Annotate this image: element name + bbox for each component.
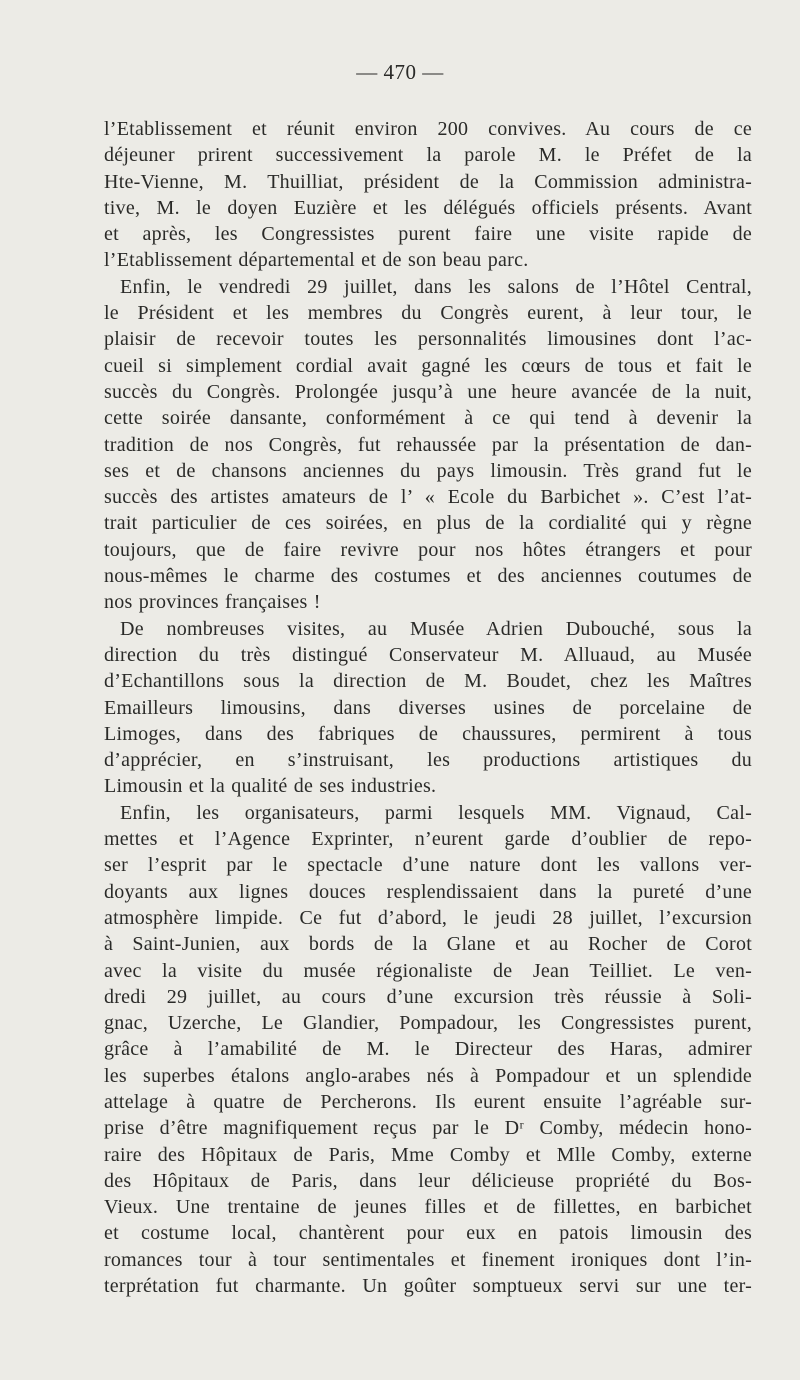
text-line: nos provinces françaises ! — [104, 591, 321, 614]
text-line: mettes et l’Agence Exprinter, n’eurent garde d’oublier de repo- — [104, 828, 752, 851]
text-line: prise d’être magnifiquement reçus par le Dʳ Comby, médecin hono- — [104, 1117, 752, 1140]
text-line: succès des artistes amateurs de l’ « Ecole du Barbichet ». C’est l’at- — [104, 486, 752, 509]
text-line: Limoges, dans des fabriques de chaussures, permirent à tous — [104, 722, 752, 745]
text-line: atmosphère limpide. Ce fut d’abord, le jeudi 28 juillet, l’excursion — [104, 906, 752, 929]
text-line: gnac, Uzerche, Le Glandier, Pompadour, les Congressistes purent, — [104, 1012, 752, 1035]
text-line: succès du Congrès. Prolongée jusqu’à une heure avancée de la nuit, — [104, 380, 752, 403]
text-line: d’Echantillons sous la direction de M. Boudet, chez les Maîtres — [104, 670, 752, 693]
text-line: l’Etablissement et réunit environ 200 convives. Au cours de ce — [104, 118, 752, 140]
text-line: ser l’esprit par le spectacle d’une nature dont les vallons ver- — [104, 854, 752, 877]
text-line: avec la visite du musée régionaliste de Jean Teilliet. Le ven- — [104, 959, 752, 982]
text-line: trait particulier de ces soirées, en plus de la cordialité qui y règne — [104, 512, 752, 535]
text-line: doyants aux lignes douces resplendissaient dans la pureté d’une — [104, 880, 752, 903]
text-line: ses et de chansons anciennes du pays limousin. Très grand fut le — [104, 459, 752, 482]
text-line: nous-mêmes le charme des costumes et des anciennes coutumes de — [104, 565, 752, 588]
text-line: et costume local, chantèrent pour eux en patois limousin des — [104, 1222, 752, 1245]
body-text — [104, 116, 752, 1299]
text-line: des Hôpitaux de Paris, dans leur délicieuse propriété du Bos- — [104, 1169, 752, 1192]
text-line: Vieux. Une trentaine de jeunes filles et de fillettes, en barbichet — [104, 1196, 752, 1219]
text-line: romances tour à tour sentimentales et finement ironiques dont l’in- — [104, 1248, 752, 1271]
text-line: cette soirée dansante, conformément à ce qui tend à devenir la — [104, 407, 752, 430]
text-line: raire des Hôpitaux de Paris, Mme Comby et Mlle Comby, externe — [104, 1143, 752, 1166]
text-line: Hte-Vienne, M. Thuilliat, président de la Commission administra- — [104, 170, 752, 193]
text-line: Enfin, les organisateurs, parmi lesquels MM. Vignaud, Cal- — [120, 801, 752, 824]
text-line: terprétation fut charmante. Un goûter somptueux servi sur une ter- — [104, 1275, 752, 1298]
page-number: — 470 — — [356, 60, 444, 84]
text-line: déjeuner prirent successivement la parole M. le Préfet de la — [104, 144, 752, 167]
text-line: attelage à quatre de Percherons. Ils eurent ensuite l’agréable sur- — [104, 1090, 752, 1113]
text-line: grâce à l’amabilité de M. le Directeur des Haras, admirer — [104, 1038, 752, 1061]
text-line: et après, les Congressistes purent faire une visite rapide de — [104, 223, 752, 246]
text-line: tradition de nos Congrès, fut rehaussée par la présentation de dan- — [104, 433, 752, 456]
text-line: tive, M. le doyen Euzière et les délégués officiels présents. Avant — [104, 196, 752, 219]
text-line: l’Etablissement départemental et de son beau parc. — [104, 249, 529, 272]
text-line: à Saint-Junien, aux bords de la Glane et au Rocher de Corot — [104, 933, 752, 956]
text-line: De nombreuses visites, au Musée Adrien Dubouché, sous la — [120, 617, 752, 640]
text-line: Limousin et la qualité de ses industries. — [104, 775, 437, 798]
text-line: d’apprécier, en s’instruisant, les productions artistiques du — [104, 749, 752, 772]
text-line: Enfin, le vendredi 29 juillet, dans les salons de l’Hôtel Central, — [120, 275, 752, 298]
text-line: toujours, que de faire revivre pour nos hôtes étrangers et pour — [104, 538, 752, 561]
text-line: cueil si simplement cordial avait gagné les cœurs de tous et fait le — [104, 354, 752, 377]
text-line: Emailleurs limousins, dans diverses usines de porcelaine de — [104, 696, 752, 719]
text-line: plaisir de recevoir toutes les personnalités limousines dont l’ac- — [104, 328, 752, 351]
text-line: dredi 29 juillet, au cours d’une excursion très réussie à Soli- — [104, 985, 752, 1008]
text-line: les superbes étalons anglo-arabes nés à Pompadour et un splendide — [104, 1064, 752, 1087]
text-line: le Président et les membres du Congrès eurent, à leur tour, le — [104, 302, 752, 325]
text-line: direction du très distingué Conservateur M. Alluaud, au Musée — [104, 643, 752, 666]
